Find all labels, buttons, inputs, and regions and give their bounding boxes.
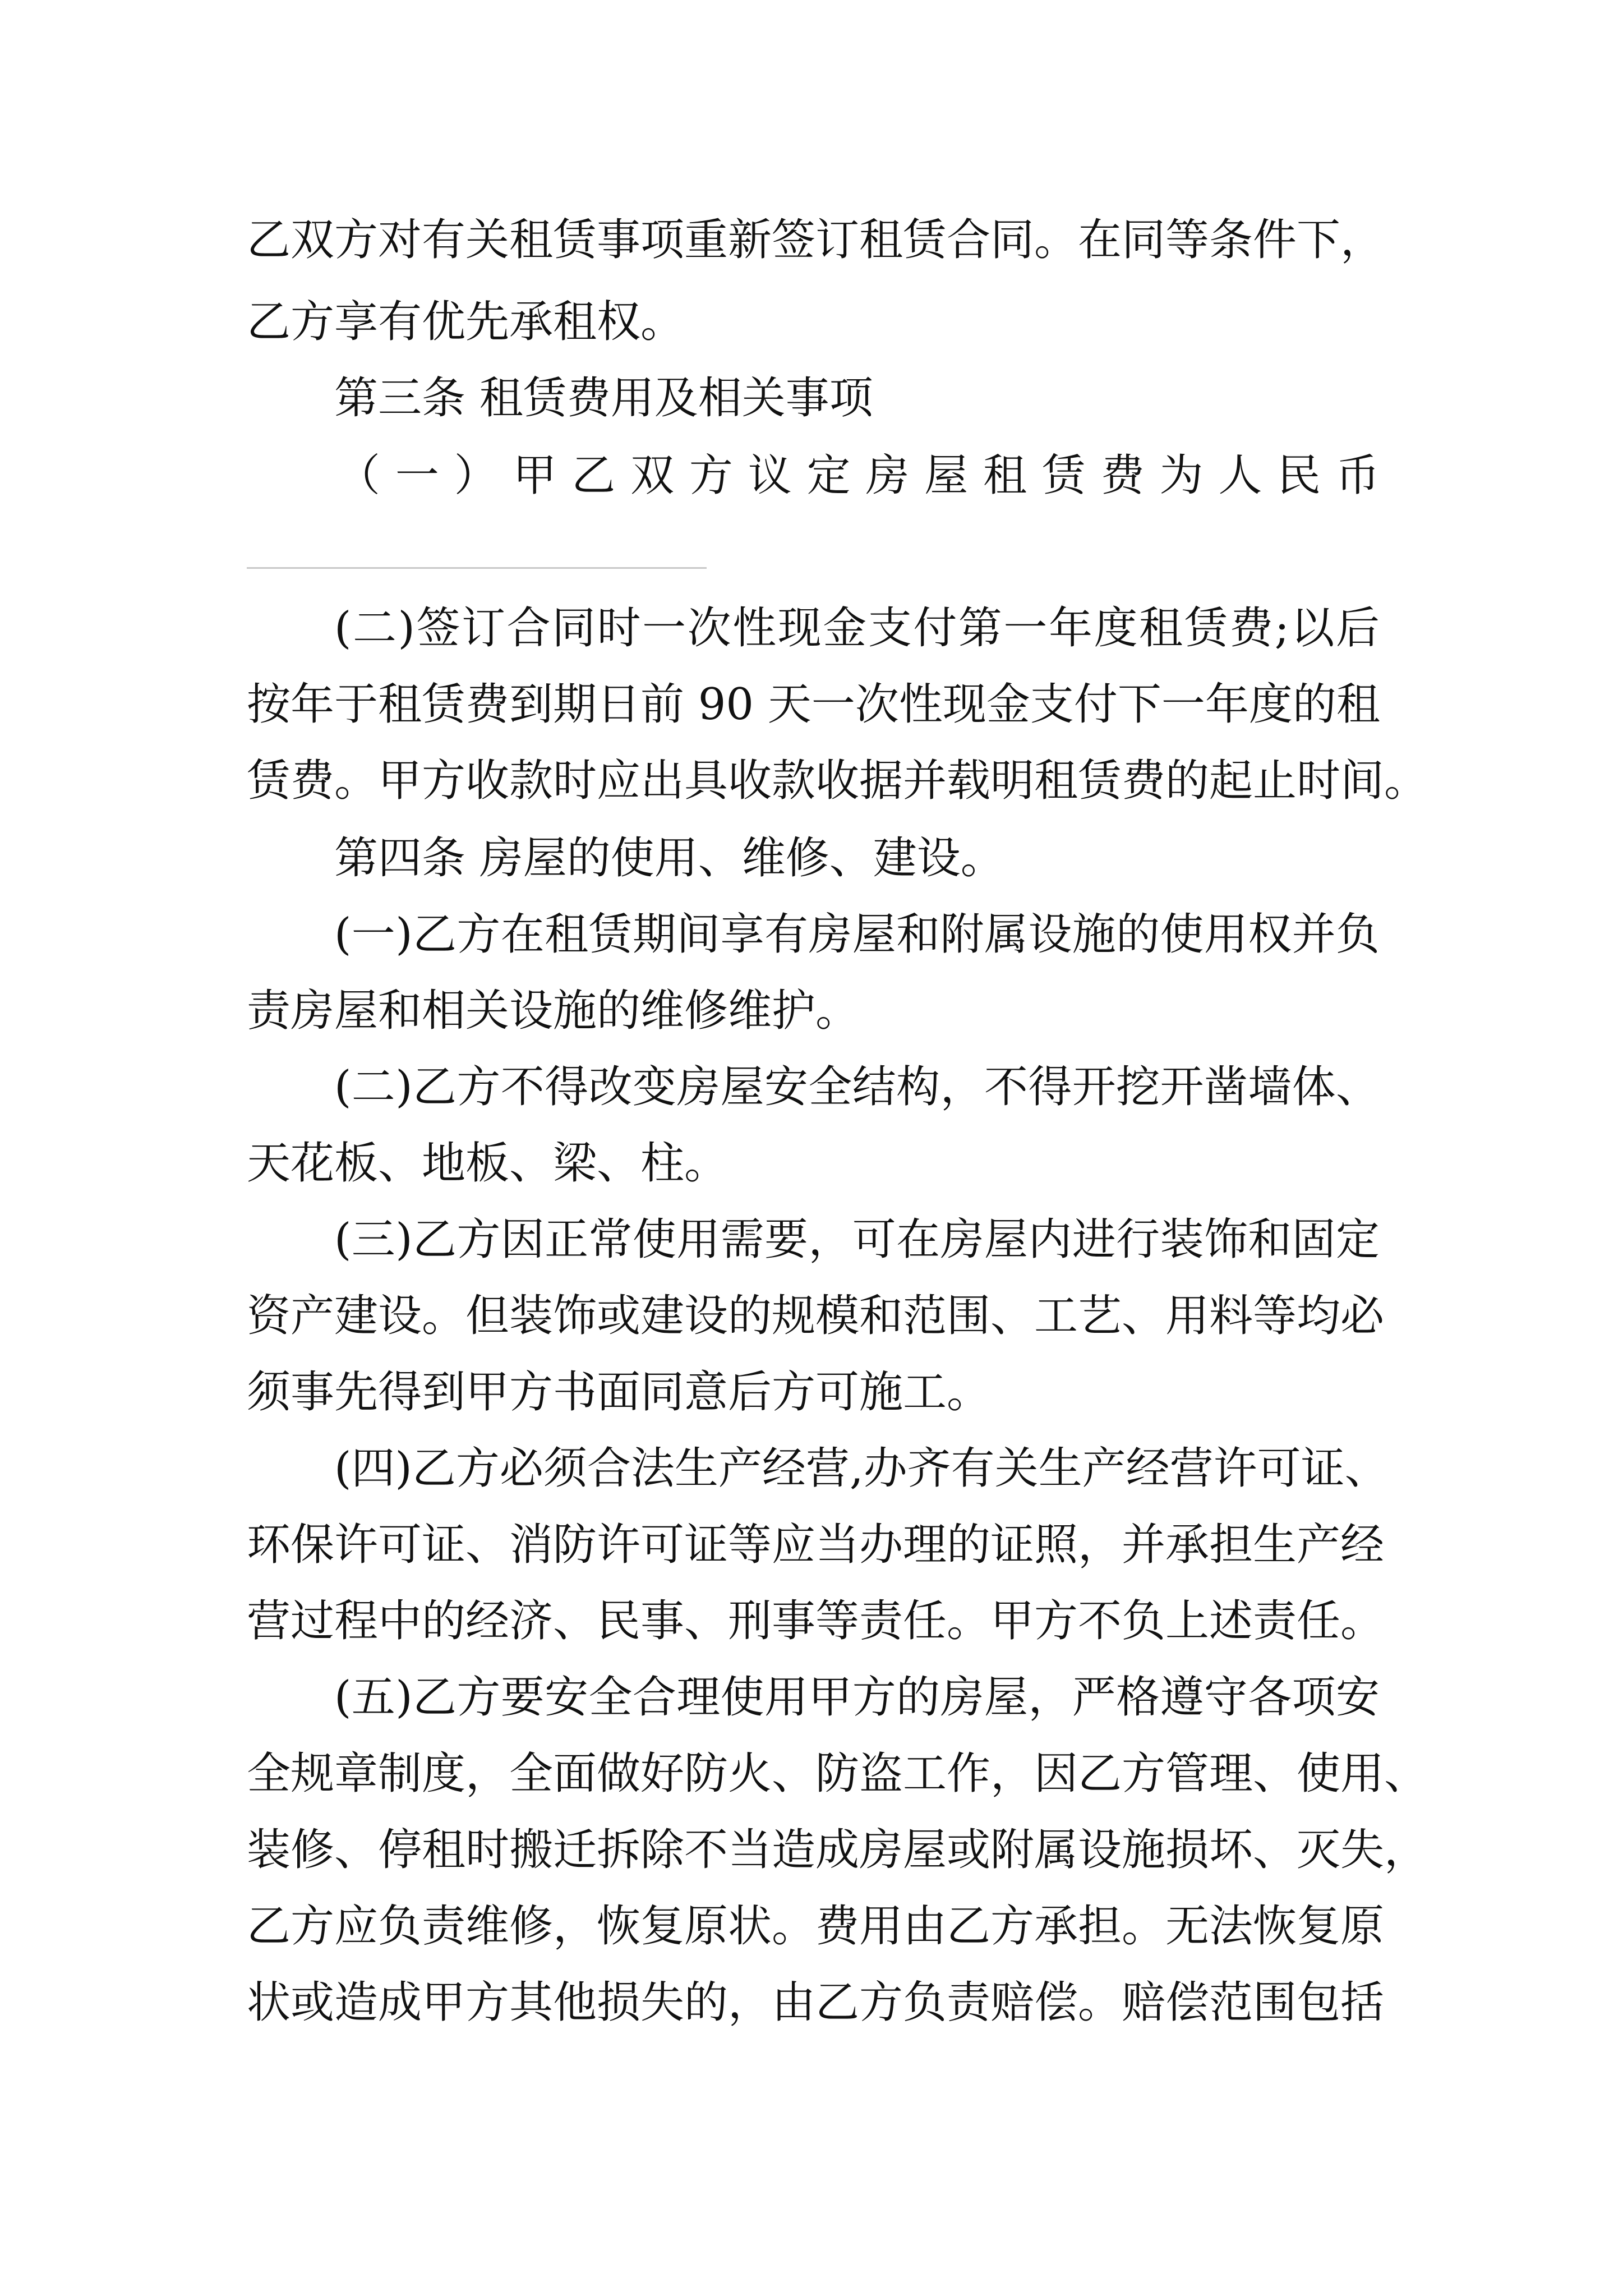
article-4-clause-1-line-2: 责房屋和相关设施的维修维护。 (247, 986, 860, 1036)
article-4-clause-5-line-4: 乙方应负责维修，恢复原状。费用由乙方承担。无法恢复原 (247, 1901, 1385, 1952)
article-3-clause-1: （一）甲乙双方议定房屋租赁费为人民币 (336, 450, 1380, 501)
article-4-clause-5-line-5: 状或造成甲方其他损失的，由乙方负责赔偿。赔偿范围包括 (247, 1977, 1385, 2028)
article-3-clause-2-line-3: 赁费。甲方收款时应出具收款收据并载明租赁费的起止时间。 (247, 756, 1428, 806)
article-4-clause-3-line-3: 须事先得到甲方书面同意后方可施工。 (247, 1367, 991, 1418)
article-4-clause-2-line-2: 天花板、地板、梁、柱。 (247, 1138, 728, 1189)
article-4-clause-3-line-2: 资产建设。但装饰或建设的规模和范围、工艺、用料等均必 (247, 1291, 1385, 1341)
article-4-clause-2-line-1: (二)乙方不得改变房屋安全结构，不得开挖开凿墙体、 (334, 1062, 1380, 1112)
article-4-clause-4-line-2: 环保许可证、消防许可证等应当办理的证照，并承担生产经 (247, 1520, 1385, 1570)
article-3-clause-2-line-2: 按年于租赁费到期日前 90 天一次性现金支付下一年度的租 (247, 679, 1380, 730)
footnote-divider (247, 567, 707, 569)
article-4-clause-3-line-1: (三)乙方因正常使用需要，可在房屋内进行装饰和固定 (334, 1214, 1380, 1265)
article-3-heading: 第三条 租赁费用及相关事项 (334, 373, 873, 424)
article-4-clause-5-line-1: (五)乙方要安全合理使用甲方的房屋，严格遵守各项安 (334, 1672, 1380, 1723)
article-4-clause-1-line-1: (一)乙方在租赁期间享有房屋和附属设施的使用权并负 (334, 909, 1380, 960)
article-4-clause-5-line-3: 装修、停租时搬迁拆除不当造成房屋或附属设施损坏、灭失， (247, 1825, 1428, 1875)
article-4-heading: 第四条 房屋的使用、维修、建设。 (334, 833, 1004, 884)
paragraph-line-1: 乙双方对有关租赁事项重新签订租赁合同。在同等条件下， (247, 215, 1385, 265)
article-4-clause-4-line-1: (四)乙方必须合法生产经营,办齐有关生产经营许可证、 (334, 1443, 1389, 1494)
article-3-clause-2-line-1: (二)签订合同时一次性现金支付第一年度租赁费;以后 (334, 603, 1380, 654)
paragraph-line-2: 乙方享有优先承租权。 (247, 297, 685, 347)
article-4-clause-5-line-2: 全规章制度，全面做好防火、防盗工作，因乙方管理、使用、 (247, 1749, 1428, 1799)
article-4-clause-4-line-3: 营过程中的经济、民事、刑事等责任。甲方不负上述责任。 (247, 1596, 1385, 1646)
